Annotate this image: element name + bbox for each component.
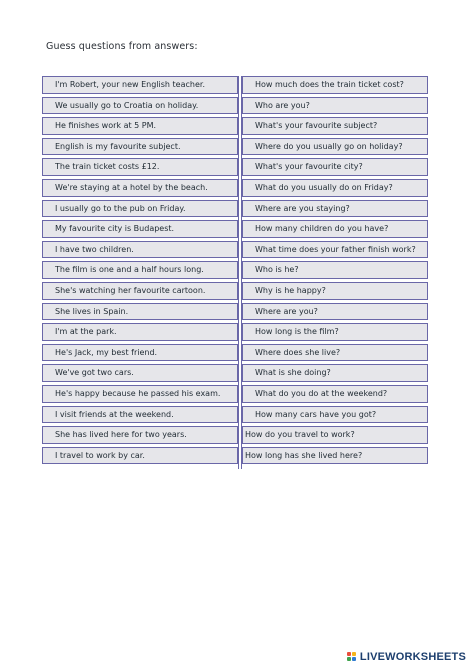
question-cell[interactable]: Where are you? — [242, 303, 428, 321]
question-cell[interactable]: Where do you usually go on holiday? — [242, 138, 428, 156]
logo-square — [347, 652, 351, 656]
question-cell[interactable]: How many children do you have? — [242, 220, 428, 238]
question-cell[interactable]: How many cars have you got? — [242, 406, 428, 424]
question-cell[interactable]: What's your favourite subject? — [242, 117, 428, 135]
answer-cell[interactable]: I'm Robert, your new English teacher. — [42, 76, 238, 94]
answer-cell[interactable]: The train ticket costs £12. — [42, 158, 238, 176]
answer-cell[interactable]: We're staying at a hotel by the beach. — [42, 179, 238, 197]
question-cell[interactable]: How much does the train ticket cost? — [242, 76, 428, 94]
question-cell[interactable]: Where does she live? — [242, 344, 428, 362]
answer-cell[interactable]: She lives in Spain. — [42, 303, 238, 321]
question-cell[interactable]: What is she doing? — [242, 364, 428, 382]
answers-column — [42, 76, 238, 469]
question-cell[interactable]: Why is he happy? — [242, 282, 428, 300]
answer-cell[interactable]: I visit friends at the weekend. — [42, 406, 238, 424]
answer-cell[interactable]: I usually go to the pub on Friday. — [42, 200, 238, 218]
question-cell[interactable]: Who are you? — [242, 97, 428, 115]
answer-cell[interactable]: The film is one and a half hours long. — [42, 261, 238, 279]
answer-cell[interactable]: We usually go to Croatia on holiday. — [42, 97, 238, 115]
logo-square — [352, 657, 356, 661]
question-cell[interactable]: What time does your father finish work? — [242, 241, 428, 259]
liveworksheets-logo — [347, 651, 466, 663]
answer-cell[interactable]: We've got two cars. — [42, 364, 238, 382]
question-cell[interactable]: How long has she lived here? — [242, 447, 428, 465]
question-cell[interactable]: What do you do at the weekend? — [242, 385, 428, 403]
question-cell[interactable]: Who is he? — [242, 261, 428, 279]
answer-cell[interactable]: She has lived here for two years. — [42, 426, 238, 444]
question-cell[interactable]: What do you usually do on Friday? — [242, 179, 428, 197]
answer-cell[interactable]: He's happy because he passed his exam. — [42, 385, 238, 403]
answer-cell[interactable]: I'm at the park. — [42, 323, 238, 341]
brand-text: LIVEWORKSHEETS — [359, 651, 466, 663]
question-cell[interactable]: How do you travel to work? — [242, 426, 428, 444]
answer-cell[interactable]: He's Jack, my best friend. — [42, 344, 238, 362]
instructions: Guess questions from answers: — [46, 41, 198, 52]
answer-cell[interactable]: He finishes work at 5 PM. — [42, 117, 238, 135]
answer-cell[interactable]: She's watching her favourite cartoon. — [42, 282, 238, 300]
logo-square — [347, 657, 351, 661]
answer-cell[interactable]: I travel to work by car. — [42, 447, 238, 465]
answer-cell[interactable]: English is my favourite subject. — [42, 138, 238, 156]
answer-cell[interactable]: My favourite city is Budapest. — [42, 220, 238, 238]
liveworksheets-logo-icon — [347, 652, 357, 662]
question-cell[interactable]: Where are you staying? — [242, 200, 428, 218]
question-cell[interactable]: What's your favourite city? — [242, 158, 428, 176]
matching-grid — [42, 76, 428, 469]
question-cell[interactable]: How long is the film? — [242, 323, 428, 341]
logo-square — [352, 652, 356, 656]
questions-column — [242, 76, 428, 469]
answer-cell[interactable]: I have two children. — [42, 241, 238, 259]
